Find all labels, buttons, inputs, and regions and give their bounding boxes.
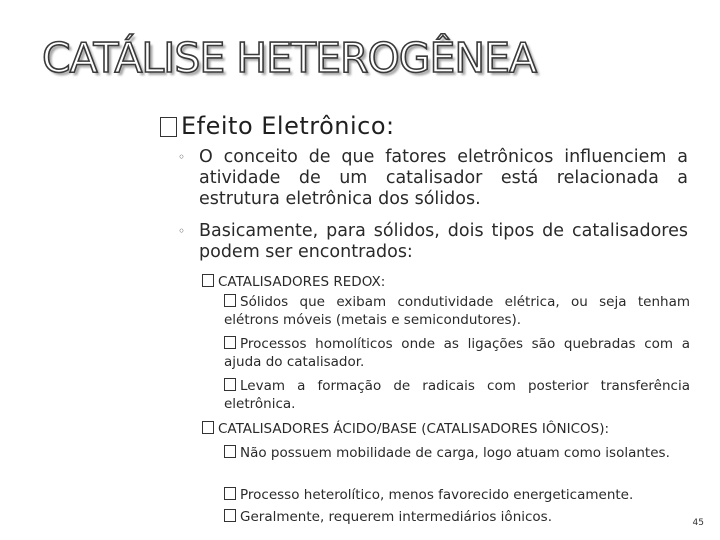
point-1 [178, 147, 688, 210]
checkbox-bullet-icon [224, 294, 236, 307]
checkbox-bullet-icon [224, 445, 236, 458]
redox-item-2 [224, 335, 690, 371]
checkbox-bullet-icon [202, 421, 214, 434]
item-text: Não possuem mobilidade de carga, logo atuam como isolantes. [240, 445, 670, 461]
group-heading-redox [202, 273, 692, 291]
group-heading-text: CATALISADORES ÁCIDO/BASE (CATALISADORES IÔNICOS): [218, 421, 610, 437]
redox-item-1 [224, 293, 690, 329]
checkbox-bullet-icon [224, 509, 236, 522]
group-heading-acid-base [202, 420, 692, 438]
checkbox-bullet-icon [224, 378, 236, 391]
acid-base-item-1 [224, 444, 690, 462]
item-text: Processo heterolítico, menos favorecido energeticamente. [240, 487, 634, 503]
point-2-text: Basicamente, para sólidos, dois tipos de catalisadores podem ser encontrados: [199, 221, 688, 262]
checkbox-bullet-icon [160, 117, 177, 137]
item-text: Sólidos que exibam condutividade elétrica, ou seja tenham elétrons móveis (metais e semicondutores). [224, 294, 690, 328]
level1-text: Efeito Eletrônico: [181, 112, 395, 140]
acid-base-item-3 [224, 508, 690, 526]
point-2 [178, 221, 688, 263]
slide-title: CATÁLISE HETEROGÊNEA [42, 34, 537, 82]
level1-heading [160, 112, 395, 140]
group-heading-text: CATALISADORES REDOX: [218, 274, 386, 290]
item-text: Levam a formação de radicais com posterior transferência eletrônica. [224, 378, 690, 412]
checkbox-bullet-icon [202, 274, 214, 287]
circle-bullet-icon: ◦ [178, 224, 186, 238]
redox-item-3 [224, 377, 690, 413]
point-1-text: O conceito de que fatores eletrônicos influenciem a atividade de um catalisador está relacionada a estrutura eletrônica dos sólidos. [199, 147, 688, 209]
page-number: 45 [692, 518, 704, 528]
checkbox-bullet-icon [224, 336, 236, 349]
acid-base-item-2 [224, 486, 690, 504]
circle-bullet-icon: ◦ [178, 150, 186, 164]
item-text: Geralmente, requerem intermediários iônicos. [240, 509, 553, 525]
checkbox-bullet-icon [224, 487, 236, 500]
item-text: Processos homolíticos onde as ligações são quebradas com a ajuda do catalisador. [224, 336, 690, 370]
